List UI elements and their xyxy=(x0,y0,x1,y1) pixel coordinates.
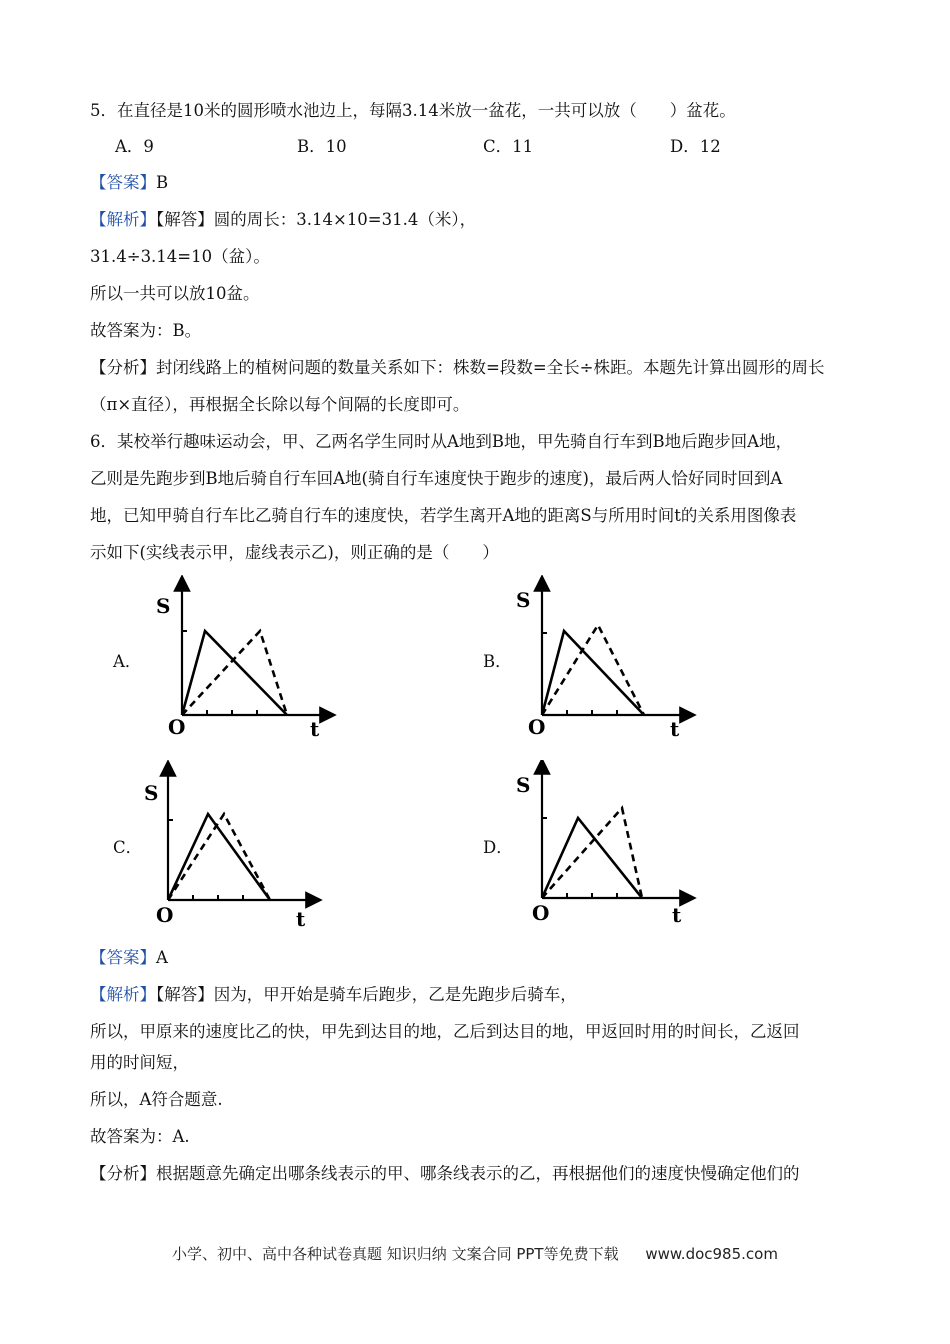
q5-stem: 5．在直径是10米的圆形喷水池边上，每隔3.14米放一盆花，一共可以放（ ）盆花。 xyxy=(90,101,736,120)
graph-d xyxy=(510,760,700,930)
q6-stem-line-1: 6．某校举行趣味运动会，甲、乙两名学生同时从A地到B地，甲先骑自行车到B地后跑步回A地， xyxy=(90,432,793,451)
y-label: S xyxy=(516,588,531,612)
q5-option-a: A．9 xyxy=(115,137,154,156)
graph-label-b: B． xyxy=(483,652,512,671)
x-label: t xyxy=(310,717,320,741)
q5-fenxi-text: 封闭线路上的植树问题的数量关系如下：株数=段数=全长÷株距。本题先计算出圆形的周长 xyxy=(156,358,825,377)
q6-analysis-line-1 xyxy=(90,984,577,1006)
q6-analysis-text: 【解答】因为，甲开始是骑车后跑步，乙是先跑步后骑车， xyxy=(156,985,577,1004)
analysis-tag: 【解析】 xyxy=(90,985,156,1004)
q5-fenxi-line-1 xyxy=(90,357,824,379)
y-label: S xyxy=(516,773,531,797)
footer-text: 小学、初中、高中各种试卷真题 知识归纳 文案合同 PPT等免费下载 xyxy=(172,1245,619,1263)
q6-fenxi-line xyxy=(90,1163,800,1185)
solid-line-jia xyxy=(542,631,644,715)
q5-option-c: C．11 xyxy=(483,137,534,156)
q6-analysis-line-4: 所以，A符合题意. xyxy=(90,1090,223,1109)
dashed-line-yi xyxy=(168,814,270,900)
q5-analysis-text: 【解答】圆的周长：3.14×10=31.4（米）， xyxy=(156,210,477,229)
origin-label: O xyxy=(156,903,174,927)
q5-analysis-line-3: 所以一共可以放10盆。 xyxy=(90,284,260,303)
q6-analysis-line-2: 所以，甲原来的速度比乙的快，甲先到达目的地，乙后到达目的地，甲返回时用的时间长，乙返回 xyxy=(90,1022,800,1041)
graph-a xyxy=(150,575,340,745)
dashed-line-yi xyxy=(182,631,287,715)
origin-label: O xyxy=(168,715,186,739)
q5-answer: B xyxy=(156,173,169,192)
origin-label: O xyxy=(528,715,546,739)
answer-tag: 【答案】 xyxy=(90,948,156,967)
q6-analysis-line-5: 故答案为：A. xyxy=(90,1127,190,1146)
solid-line-jia xyxy=(542,818,642,898)
q6-analysis-line-3: 用的时间短， xyxy=(90,1053,189,1072)
q6-stem-line-3: 地，已知甲骑自行车比乙骑自行车的速度快，若学生离开A地的距离S与所用时间t的关系用图像表 xyxy=(90,506,797,525)
q5-analysis-line-4: 故答案为：B。 xyxy=(90,321,202,340)
q5-option-b: B．10 xyxy=(297,137,347,156)
graph-b xyxy=(510,575,700,745)
q5-answer-line xyxy=(90,172,168,194)
page-footer xyxy=(0,1243,950,1264)
q5-analysis-line-2: 31.4÷3.14=10（盆）。 xyxy=(90,247,270,266)
solid-line-jia xyxy=(182,631,287,715)
q6-answer-line xyxy=(90,947,168,969)
analysis-tag: 【解析】 xyxy=(90,210,156,229)
x-label: t xyxy=(670,717,680,741)
q6-stem-line-4: 示如下(实线表示甲，虚线表示乙)，则正确的是（ ） xyxy=(90,543,499,562)
q6-fenxi-text: 根据题意先确定出哪条线表示的甲、哪条线表示的乙，再根据他们的速度快慢确定他们的 xyxy=(156,1164,800,1183)
fenxi-tag: 【分析】 xyxy=(90,358,156,377)
q5-option-d: D．12 xyxy=(670,137,721,156)
y-label: S xyxy=(144,781,159,805)
graph-c xyxy=(140,760,330,930)
q6-answer: A xyxy=(156,948,168,967)
graph-label-d: D． xyxy=(483,838,513,857)
q6-stem-line-2: 乙则是先跑步到B地后骑自行车回A地(骑自行车速度快于跑步的速度)，最后两人恰好同时回到A xyxy=(90,469,783,488)
q5-fenxi-line-2: （π×直径），再根据全长除以每个间隔的长度即可。 xyxy=(90,395,470,414)
dashed-line-yi xyxy=(542,625,644,715)
footer-url[interactable]: www.doc985.com xyxy=(645,1245,778,1263)
graph-label-c: C． xyxy=(113,838,143,857)
answer-tag: 【答案】 xyxy=(90,173,156,192)
x-label: t xyxy=(296,907,306,930)
dashed-line-yi xyxy=(542,808,642,898)
x-label: t xyxy=(672,903,682,927)
q5-analysis-line-1 xyxy=(90,209,476,231)
fenxi-tag: 【分析】 xyxy=(90,1164,156,1183)
origin-label: O xyxy=(532,901,550,925)
graph-label-a: A． xyxy=(113,652,142,671)
solid-line-jia xyxy=(168,814,270,900)
y-label: S xyxy=(156,594,171,618)
